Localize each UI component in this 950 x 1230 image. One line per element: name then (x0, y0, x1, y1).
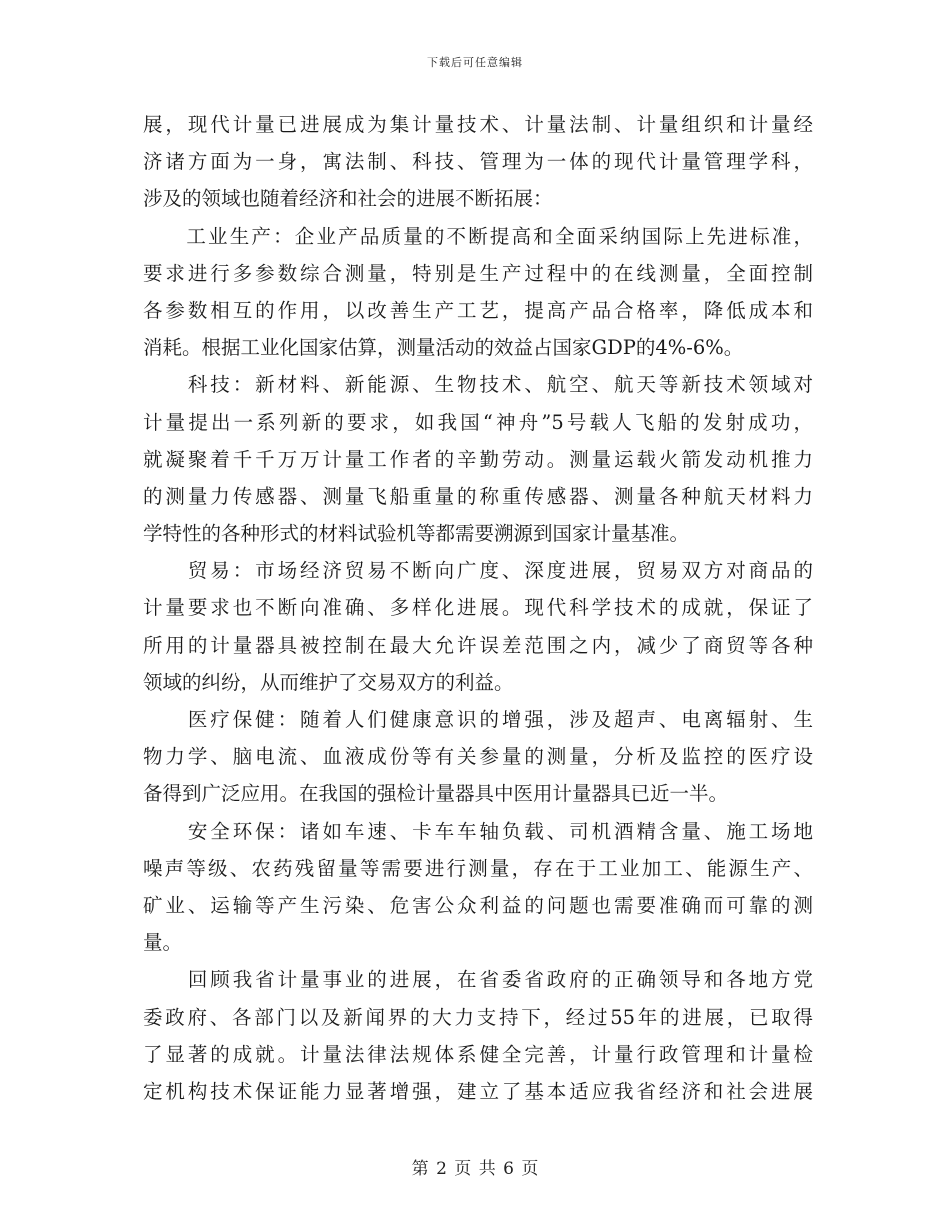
page-number: 第 2 页 共 6 页 (411, 1159, 539, 1179)
text-line: 消耗。根据工业化国家估算，测量活动的效益占国家GDP的4%-6%。 (143, 336, 744, 360)
text-line: 委政府、各部门以及新闻界的大力支持下，经过55年的进展，已取得 (143, 1005, 813, 1029)
text-line: 所用的计量器具被控制在最大允许误差范围之内，减少了商贸等各种 (143, 633, 813, 657)
text-line: 物力学、脑电流、血液成份等有关参量的测量，分析及监控的医疗设 (143, 745, 813, 769)
page-header: 下载后可任意编辑 (427, 56, 523, 69)
document-body (143, 106, 813, 1110)
text-line: 各参数相互的作用，以改善生产工艺，提高产品合格率，降低成本和 (143, 298, 813, 322)
text-line: 医疗保健：随着人们健康意识的增强，涉及超声、电离辐射、生 (143, 708, 813, 731)
text-line: 回顾我省计量事业的进展，在省委省政府的正确领导和各地方党 (143, 968, 813, 992)
text-line: 济诸方面为一身，寓法制、科技、管理为一体的现代计量管理学科， (143, 150, 813, 174)
text-line: 备得到广泛应用。在我国的强检计量器具中医用计量器具已近一半。 (143, 782, 729, 806)
text-line: 涉及的领域也随着经济和社会的进展不断拓展： (143, 187, 553, 211)
text-line: 计量要求也不断向准确、多样化进展。现代科学技术的成就，保证了 (143, 596, 813, 620)
text-line: 安全环保：诸如车速、卡车车轴负载、司机酒精含量、施工场地 (143, 819, 813, 843)
text-line: 噪声等级、农药残留量等需要进行测量，存在于工业加工、能源生产、 (143, 856, 813, 880)
text-line: 展，现代计量已进展成为集计量技术、计量法制、计量组织和计量经 (143, 113, 813, 136)
text-line: 工业生产：企业产品质量的不断提高和全面采纳国际上先进标准， (143, 224, 813, 248)
text-line: 学特性的各种形式的材料试验机等都需要溯源到国家计量基准。 (143, 522, 690, 546)
text-line: 矿业、运输等产生污染、危害公众利益的问题也需要准确而可靠的测 (143, 893, 813, 917)
text-line: 了显著的成就。计量法律法规体系健全完善，计量行政管理和计量检 (143, 1042, 813, 1066)
text-line: 就凝聚着千千万万计量工作者的辛勤劳动。测量运载火箭发动机推力 (143, 447, 813, 471)
text-line: 领域的纠纷，从而维护了交易双方的利益。 (143, 670, 514, 694)
text-line: 量。 (143, 931, 183, 955)
text-line: 要求进行多参数综合测量，特别是生产过程中的在线测量，全面控制 (143, 261, 813, 285)
text-line: 的测量力传感器、测量飞船重量的称重传感器、测量各种航天材料力 (143, 484, 813, 508)
text-line: 科技：新材料、新能源、生物技术、航空、航天等新技术领域对 (143, 373, 813, 397)
text-line: 计量提出一系列新的要求，如我国“神舟”5号载人飞船的发射成功， (143, 410, 813, 434)
text-line: 定机构技术保证能力显著增强，建立了基本适应我省经济和社会进展 (143, 1079, 813, 1103)
text-line: 贸易：市场经济贸易不断向广度、深度进展，贸易双方对商品的 (143, 559, 813, 583)
